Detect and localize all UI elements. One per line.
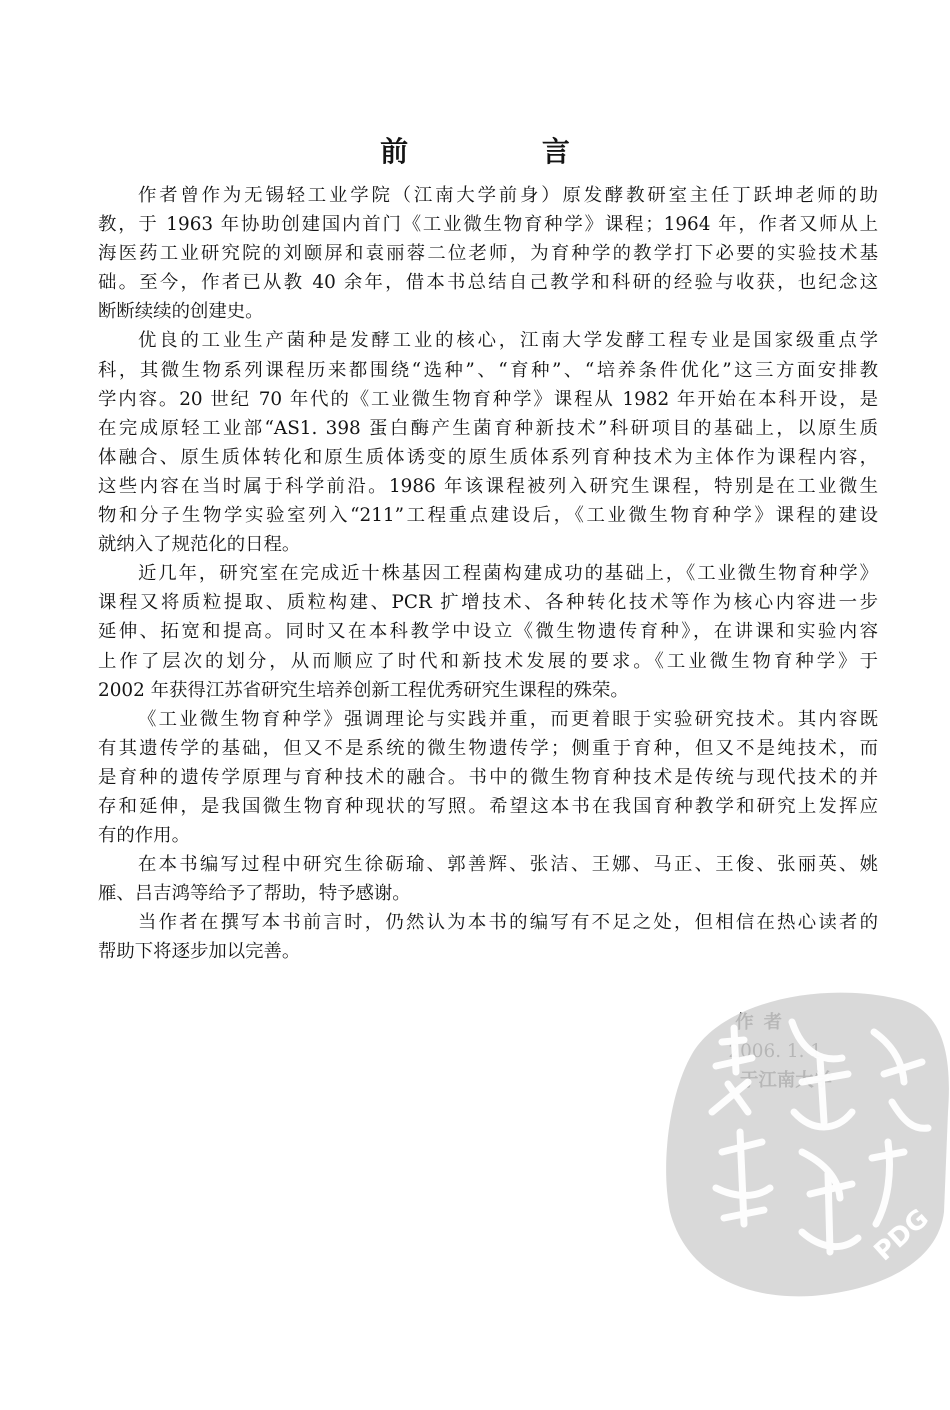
text-line: 《工业微生物育种学》强调理论与实践并重，而更着眼于实验研究技术。其内容既 [138, 708, 878, 730]
text-line: 这些内容在当时属于科学前沿。1986 年该课程被列入研究生课程，特别是在工业微生 [98, 475, 878, 497]
text-line: 学内容。20 世纪 70 年代的《工业微生物育种学》课程从 1982 年开始在本科开设，是 [98, 388, 878, 410]
text-line: 是育种的遗传学原理与育种技术的融合。书中的微生物育种技术是传统与现代技术的并 [98, 766, 878, 788]
text-line: 帮助下将逐步加以完善。 [98, 941, 301, 963]
text-line: 教，于 1963 年协助创建国内首门《工业微生物育种学》课程；1964 年，作者又师从上 [98, 214, 878, 236]
text-line: 体融合、原生质体转化和原生质体诱变的原生质体系列育种技术为主体作为课程内容， [98, 446, 878, 468]
text-line: 优良的工业生产菌种是发酵工业的核心，江南大学发酵工程专业是国家级重点学 [138, 330, 878, 352]
text-line: 在本书编写过程中研究生徐砺瑜、郭善辉、张洁、王娜、马正、王俊、张丽英、姚 [138, 854, 878, 876]
text-line: 断断续续的创建史。 [98, 301, 264, 323]
paragraph-4 [98, 705, 878, 850]
paragraph-1 [98, 181, 878, 326]
paragraph-6 [98, 908, 878, 966]
text-line: 在完成原轻工业部“AS1. 398 蛋白酶产生菌育种新技术”科研项目的基础上，以原生质 [98, 417, 878, 439]
text-line: 上作了层次的划分，从而顺应了时代和新技术发展的要求。《工业微生物育种学》于 [98, 650, 878, 672]
text-line: 物和分子生物学实验室列入“211”工程重点建设后，《工业微生物育种学》课程的建设 [98, 505, 878, 527]
preface-body [98, 181, 878, 967]
text-line: 科，其微生物系列课程历来都围绕“选种”、“育种”、“培养条件优化”这三方面安排教 [98, 359, 878, 381]
paragraph-3 [98, 559, 878, 704]
paragraph-5 [98, 850, 878, 908]
paragraph-2 [98, 326, 878, 559]
svg-text:PDG: PDG [868, 1203, 935, 1268]
pdg-watermark-stamp-icon [652, 962, 950, 1304]
text-line: 当作者在撰写本书前言时，仍然认为本书的编写有不足之处，但相信在热心读者的 [138, 912, 878, 934]
text-line: 有的作用。 [98, 825, 190, 847]
text-line: 海医药工业研究院的刘颐屏和袁丽蓉二位老师，为育种学的教学打下必要的实验技术基 [98, 243, 878, 265]
text-line: 2002 年获得江苏省研究生培养创新工程优秀研究生课程的殊荣。 [98, 679, 629, 701]
text-line: 就纳入了规范化的日程。 [98, 534, 301, 556]
text-line: 延伸、拓宽和提高。同时又在本科教学中设立《微生物遗传育种》，在讲课和实验内容 [98, 621, 878, 643]
text-line: 有其遗传学的基础，但又不是系统的微生物遗传学；侧重于育种，但又不是纯技术，而 [98, 737, 878, 759]
text-line: 雁、吕吉鸿等给予了帮助，特予感谢。 [98, 883, 411, 905]
text-line: 础。至今，作者已从教 40 余年，借本书总结自己教学和科研的经验与收获，也纪念这 [98, 272, 878, 294]
text-line: 存和延伸，是我国微生物育种现状的写照。希望这本书在我国育种教学和研究上发挥应 [98, 795, 878, 817]
text-line: 课程又将质粒提取、质粒构建、PCR 扩增技术、各种转化技术等作为核心内容进一步 [98, 592, 878, 614]
page-title: 前 言 [380, 135, 632, 168]
text-line: 近几年，研究室在完成近十株基因工程菌构建成功的基础上，《工业微生物育种学》 [138, 563, 878, 585]
text-line: 作者曾作为无锡轻工业学院（江南大学前身）原发酵教研室主任丁跃坤老师的助 [138, 185, 878, 206]
